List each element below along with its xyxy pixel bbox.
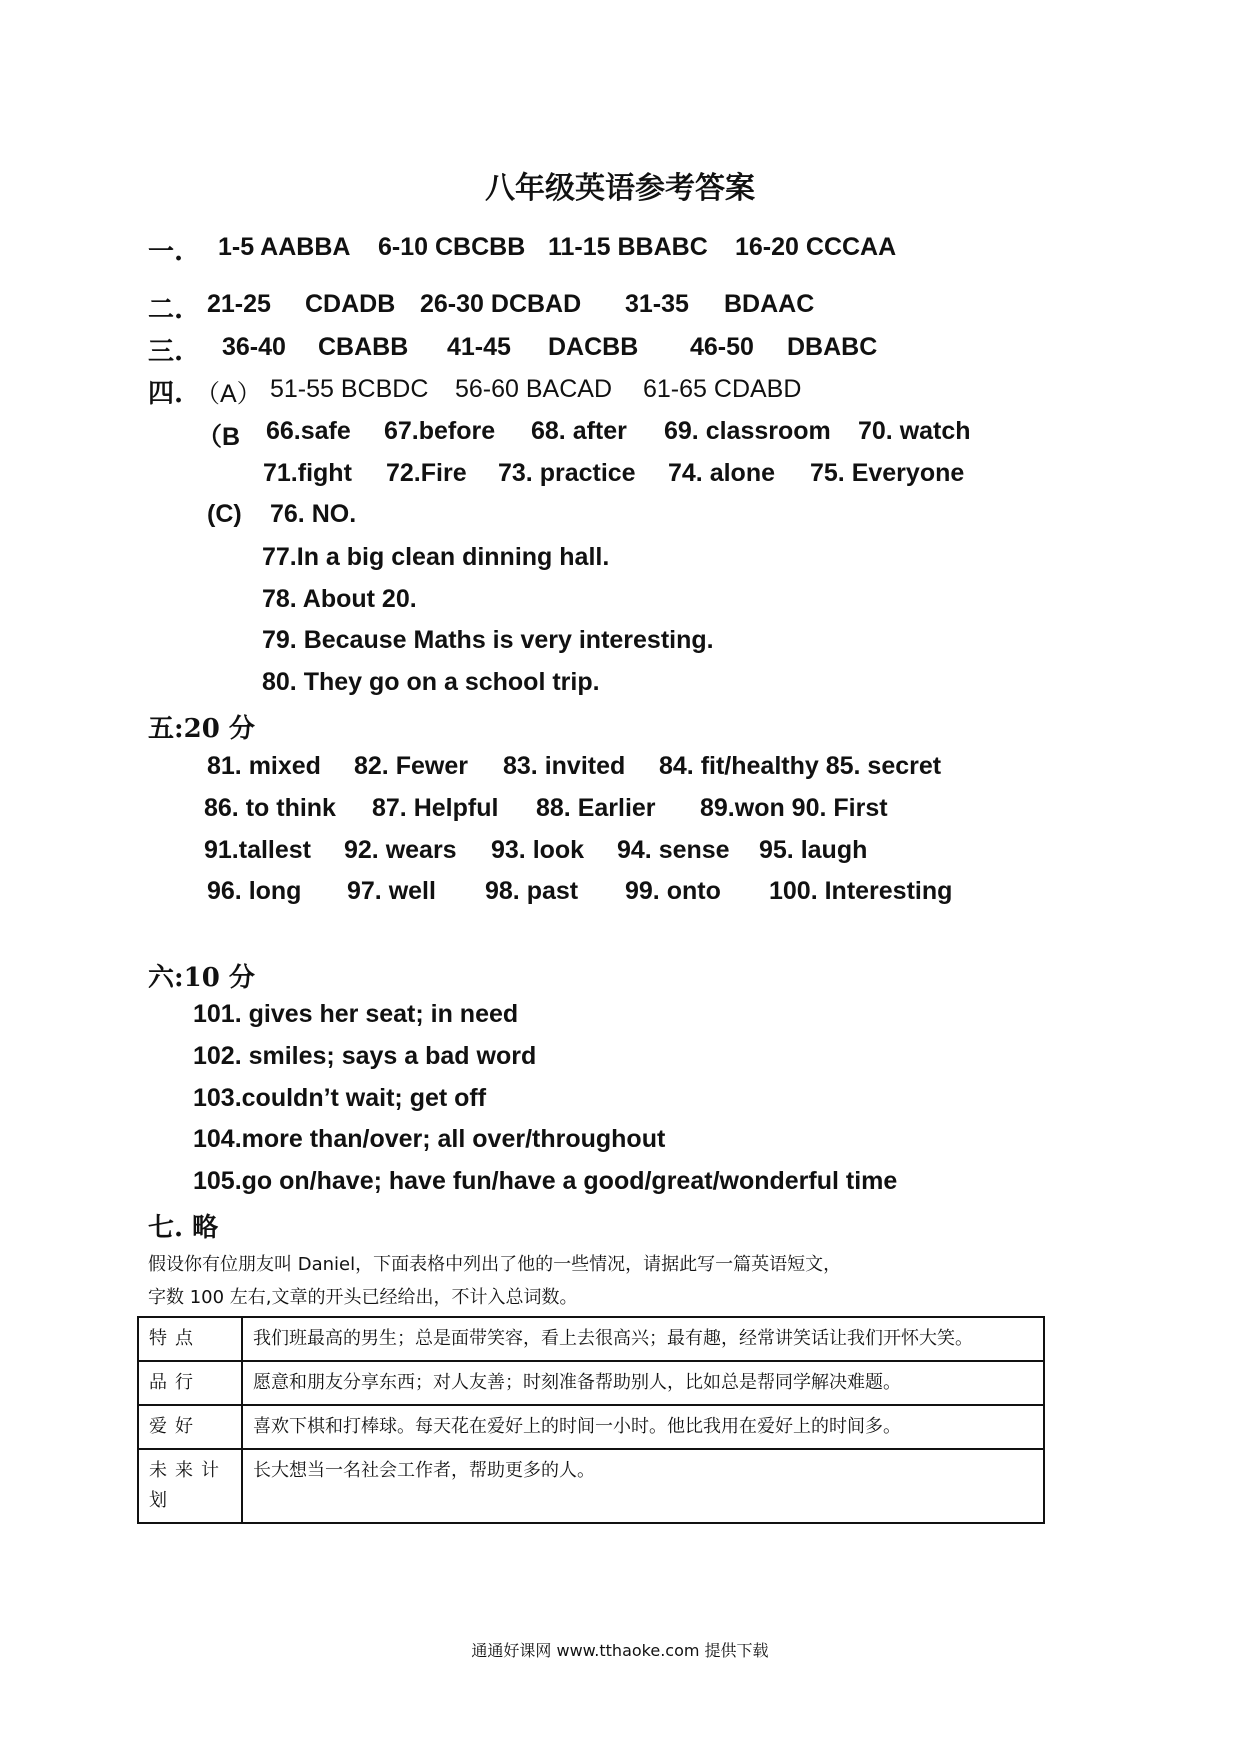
writing-prompt: 字数 100 左右,文章的开头已经给出，不计入总词数。 [148, 1287, 578, 1308]
answer-group: 6-10 CBCBB [378, 233, 526, 261]
answer-line: 80. They go on a school trip. [262, 668, 600, 696]
answer-group: 56-60 BACAD [455, 375, 613, 403]
part5-label: 五:20 分 [148, 714, 255, 744]
answer-line: 78. About 20. [262, 585, 417, 613]
answer-item: 99. onto [625, 877, 721, 905]
answer-item: 95. laugh [759, 836, 868, 864]
answer-line: 101. gives her seat; in need [193, 1000, 519, 1028]
part3-label: 三. [148, 337, 184, 367]
answer-item: 68. after [531, 417, 627, 445]
table-key: 未来计划 [138, 1449, 242, 1523]
part4-b-label: （B [197, 423, 241, 451]
table-row [138, 1361, 1044, 1405]
answer-item: 91.tallest [204, 836, 312, 864]
answer-item: 86. to think [204, 794, 336, 822]
answer-group: CBABB [318, 333, 409, 361]
answer-line: 105.go on/have; have fun/have a good/great/wonderful time [193, 1167, 898, 1195]
answer-group: 1-5 AABBA [218, 233, 351, 261]
answer-group: DBABC [787, 333, 878, 361]
answer-item: 93. look [491, 836, 585, 864]
writing-prompt: 假设你有位朋友叫 Daniel，下面表格中列出了他的一些情况，请据此写一篇英语短文， [148, 1254, 842, 1275]
answer-item: 70. watch [858, 417, 971, 445]
answer-item: 100. Interesting [769, 877, 953, 905]
answer-group: 61-65 CDABD [643, 375, 802, 403]
answer-item: 71.fight [263, 459, 352, 487]
table-row [138, 1405, 1044, 1449]
answer-item: 89.won 90. First [700, 794, 888, 822]
answer-item: 81. mixed [207, 752, 321, 780]
answer-line: 103.couldn’t wait; get off [193, 1084, 487, 1112]
answer-line: 79. Because Maths is very interesting. [262, 626, 714, 654]
answer-item: 74. alone [668, 459, 775, 487]
answer-item: 83. invited [503, 752, 626, 780]
answer-group: 31-35 [625, 290, 689, 318]
answer-group: 16-20 CCCAA [735, 233, 897, 261]
info-table [137, 1316, 1045, 1524]
table-row [138, 1317, 1044, 1361]
table-row [138, 1449, 1044, 1523]
answer-group: 51-55 BCBDC [270, 375, 429, 403]
answer-line: 76. NO. [270, 500, 357, 528]
answer-group: 41-45 [447, 333, 511, 361]
answer-group: DACBB [548, 333, 639, 361]
table-value: 愿意和朋友分享东西；对人友善；时刻准备帮助别人，比如总是帮同学解决难题。 [242, 1361, 1044, 1405]
answer-group: 21-25 [207, 290, 271, 318]
answer-item: 72.Fire [386, 459, 467, 487]
part4-label: 四. [148, 379, 184, 409]
answer-group: 36-40 [222, 333, 286, 361]
answer-item: 94. sense [617, 836, 730, 864]
answer-item: 98. past [485, 877, 579, 905]
answer-item: 92. wears [344, 836, 457, 864]
table-value: 我们班最高的男生；总是面带笑容，看上去很高兴；最有趣，经常讲笑话让我们开怀大笑。 [242, 1317, 1044, 1361]
answer-item: 67.before [384, 417, 496, 445]
answer-item: 73. practice [498, 459, 636, 487]
answer-item: 96. long [207, 877, 302, 905]
answer-group: 11-15 BBABC [548, 233, 708, 261]
part4-c-label: (C) [207, 500, 242, 528]
answer-line: 102. smiles; says a bad word [193, 1042, 537, 1070]
part7-label: 七. 略 [148, 1213, 219, 1243]
part4-a-label: （A） [195, 380, 262, 408]
part2-label: 二. [148, 295, 184, 325]
answer-group: 46-50 [690, 333, 754, 361]
answer-group: BDAAC [724, 290, 815, 318]
answer-item: 66.safe [266, 417, 351, 445]
table-key: 品行 [138, 1361, 242, 1405]
table-key: 爱好 [138, 1405, 242, 1449]
part1-label: 一. [148, 237, 184, 267]
answer-line: 104.more than/over; all over/throughout [193, 1125, 666, 1153]
table-value: 长大想当一名社会工作者，帮助更多的人。 [242, 1449, 1044, 1523]
answer-group: CDADB [305, 290, 396, 318]
answer-item: 84. fit/healthy 85. secret [659, 752, 942, 780]
answer-item: 75. Everyone [810, 459, 965, 487]
part6-label: 六:10 分 [148, 963, 255, 993]
answer-group: 26-30 DCBAD [420, 290, 582, 318]
page-footer: 通通好课网 www.tthaoke.com 提供下载 [471, 1641, 769, 1660]
answer-item: 82. Fewer [354, 752, 468, 780]
answer-item: 88. Earlier [536, 794, 656, 822]
table-value: 喜欢下棋和打棒球。每天花在爱好上的时间一小时。他比我用在爱好上的时间多。 [242, 1405, 1044, 1449]
answer-line: 77.In a big clean dinning hall. [262, 543, 610, 571]
page-title: 八年级英语参考答案 [485, 171, 755, 206]
answer-item: 87. Helpful [372, 794, 499, 822]
table-key: 特点 [138, 1317, 242, 1361]
answer-item: 69. classroom [664, 417, 831, 445]
answer-item: 97. well [347, 877, 436, 905]
